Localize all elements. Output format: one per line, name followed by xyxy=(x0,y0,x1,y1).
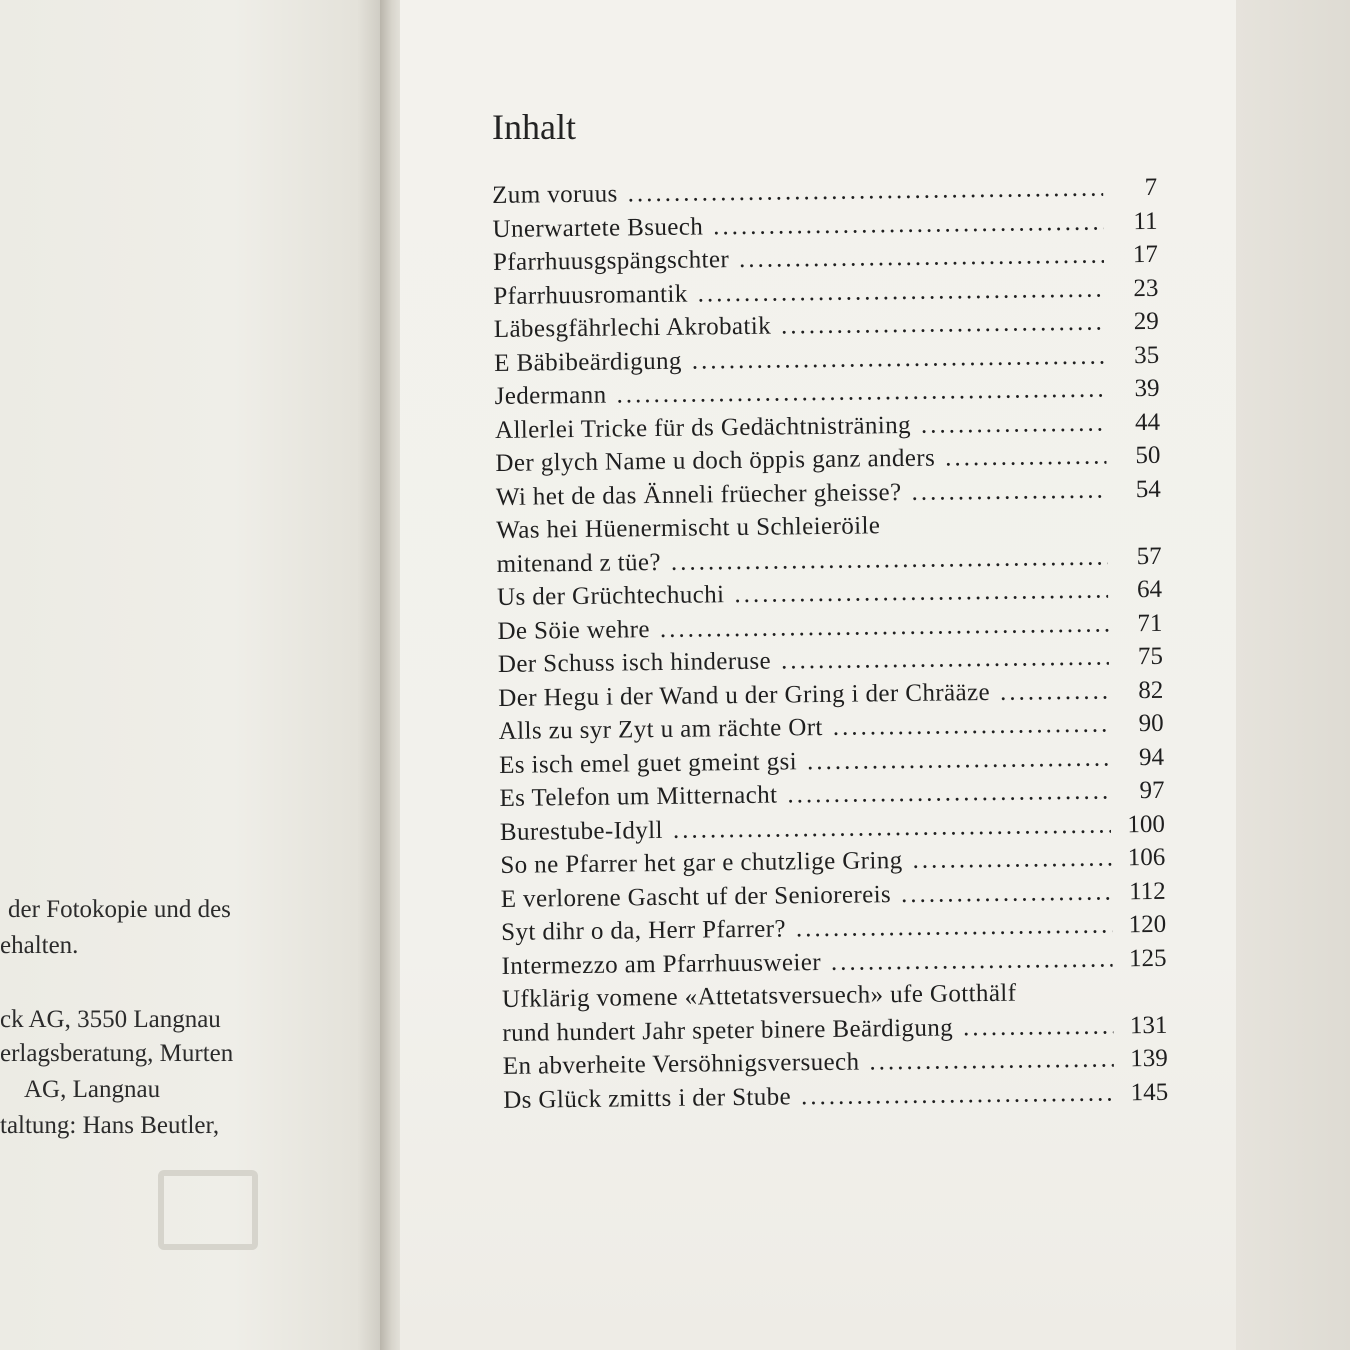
toc-entry-page: 35 xyxy=(1133,341,1160,369)
toc-entry-title: Us der Grüchtechuchi xyxy=(496,581,725,611)
toc-entry-page: 139 xyxy=(1130,1044,1168,1073)
toc-leader-dots xyxy=(890,531,1107,534)
toc-leader-dots xyxy=(796,911,1113,943)
toc-entry-page: 112 xyxy=(1128,877,1166,905)
toc-leader-dots xyxy=(781,309,1105,341)
toc-entry-page: 75 xyxy=(1137,642,1164,671)
toc-entry-title: Es isch emel guet gmeint gsi xyxy=(498,747,798,779)
toc-entry-page: 94 xyxy=(1138,743,1165,771)
toc-entry-page: 17 xyxy=(1132,240,1159,269)
toc-entry-page: 97 xyxy=(1139,776,1165,805)
toc-entry-title: Wi het de das Änneli früecher gheisse? xyxy=(495,478,902,511)
toc-entry-title: Ds Glück zmitts i der Stube xyxy=(503,1082,792,1114)
toc-entry-page: 7 xyxy=(1144,173,1158,202)
imprint-line: taltung: Hans Beutler, xyxy=(0,1112,220,1139)
toc-entry-page: 71 xyxy=(1137,609,1163,637)
imprint-line: ehalten. xyxy=(0,932,79,959)
toc-entry-title: En abverheite Versöhnigsversuech xyxy=(502,1048,860,1080)
toc-entry-title: Was hei Hüenermischt u Schleieröile xyxy=(496,512,881,544)
toc-entry-page: 54 xyxy=(1135,475,1161,503)
toc-entry-page: 44 xyxy=(1134,408,1161,436)
toc-leader-dots xyxy=(911,476,1107,506)
toc-entry-page: 100 xyxy=(1127,810,1166,838)
toc-entry-title: Der glych Name u doch öppis ganz anders xyxy=(495,444,936,477)
toc-entry-title: Jedermann xyxy=(494,381,607,410)
toc-entry-title: De Söie wehre xyxy=(497,615,651,645)
toc-leader-dots xyxy=(1027,999,1114,1000)
toc-entry-page: 120 xyxy=(1128,910,1167,939)
toc-entry-title: Pfarrhuusromantik xyxy=(493,280,688,310)
toc-leader-dots xyxy=(616,376,1105,410)
toc-leader-dots xyxy=(628,175,1104,209)
toc-entry-title: Ufklärig vomene «Attetatsversuech» ufe Gotthälf xyxy=(501,979,1017,1013)
toc-leader-dots xyxy=(673,811,1111,844)
imprint-line: der Fotokopie und des xyxy=(8,896,231,923)
toc-leader-dots xyxy=(963,1012,1114,1042)
toc-entry-title: Der Hegu i der Wand u der Gring i der Chrääze xyxy=(498,678,991,712)
toc-leader-dots xyxy=(739,242,1104,274)
toc-entry-page: 11 xyxy=(1133,207,1158,235)
page-edge xyxy=(1236,0,1350,1350)
toc-entry-title: E Bäbibeärdigung xyxy=(494,347,682,377)
toc-entry-page: 131 xyxy=(1129,1011,1168,1039)
toc-entry-title: Es Telefon um Mitternacht xyxy=(499,781,778,812)
toc-entry-title: Pfarrhuusgspängschter xyxy=(492,246,730,276)
toc-entry-page: 23 xyxy=(1133,274,1159,302)
toc-leader-dots xyxy=(945,443,1107,473)
show-through-publisher-logo xyxy=(158,1170,258,1250)
toc-entry-title: So ne Pfarrer het gar e chutzlige Gring xyxy=(500,847,903,879)
toc-entry-title: rund hundert Jahr speter binere Beärdigung xyxy=(502,1013,954,1047)
imprint-line: ck AG, 3550 Langnau xyxy=(0,1006,221,1033)
toc-leader-dots xyxy=(901,878,1112,909)
toc-entry-page: 90 xyxy=(1138,709,1164,738)
toc-entry-title: Zum voruus xyxy=(492,180,618,209)
toc-entry-page: 145 xyxy=(1130,1078,1169,1106)
toc-entry-title: Burestube-Idyll xyxy=(499,816,664,846)
toc-entry-page: 50 xyxy=(1135,441,1161,470)
toc-leader-dots xyxy=(713,208,1104,241)
left-page xyxy=(0,0,388,1350)
imprint-line: erlagsberatung, Murten xyxy=(0,1040,234,1067)
toc-entry-page: 64 xyxy=(1136,575,1163,604)
toc-leader-dots xyxy=(801,1079,1114,1111)
toc-entry-title: Intermezzo am Pfarrhuusweier xyxy=(501,948,822,980)
toc-leader-dots xyxy=(692,342,1106,375)
toc-entry-title: Unerwartete Bsuech xyxy=(492,212,704,243)
toc-entry-page xyxy=(1119,530,1161,531)
toc-entry-title: Syt dihr o da, Herr Pfarrer? xyxy=(501,915,787,946)
toc-heading: Inhalt xyxy=(492,107,576,147)
toc-leader-dots xyxy=(869,1045,1114,1076)
toc-entry-title: Allerlei Tricke für ds Gedächtnisträning xyxy=(494,411,912,444)
toc-leader-dots xyxy=(833,710,1110,741)
toc-leader-dots xyxy=(807,744,1110,776)
toc-entry-page: 57 xyxy=(1136,542,1162,570)
toc-entry-page: 29 xyxy=(1133,307,1159,336)
toc-leader-dots xyxy=(912,844,1111,874)
toc-leader-dots xyxy=(671,543,1108,576)
toc-entry-title: Der Schuss isch hinderuse xyxy=(497,647,772,678)
toc-entry-title: Alls zu syr Zyt u am rächte Ort xyxy=(498,714,823,745)
toc-entry-page: 106 xyxy=(1127,843,1166,872)
toc-leader-dots xyxy=(697,275,1104,308)
toc-entry-title: E verlorene Gascht uf der Seniorereis xyxy=(500,880,892,913)
toc-entry-page: 39 xyxy=(1134,374,1160,403)
toc-leader-dots xyxy=(734,577,1108,610)
toc-leader-dots xyxy=(787,777,1110,809)
imprint-line: AG, Langnau xyxy=(24,1076,161,1103)
toc-entry-title: mitenand z tüe? xyxy=(496,548,662,578)
toc-entry-page xyxy=(1125,999,1167,1000)
toc-leader-dots xyxy=(781,644,1109,676)
toc-entry-page: 125 xyxy=(1128,944,1167,972)
toc-leader-dots xyxy=(831,945,1113,976)
toc-leader-dots xyxy=(921,409,1106,439)
toc-entry-title: Läbesgfährlechi Akrobatik xyxy=(493,312,772,343)
toc-entry-page: 82 xyxy=(1138,676,1164,704)
toc-leader-dots xyxy=(1000,677,1110,706)
table-of-contents xyxy=(492,174,1168,1120)
toc-leader-dots xyxy=(660,610,1109,643)
